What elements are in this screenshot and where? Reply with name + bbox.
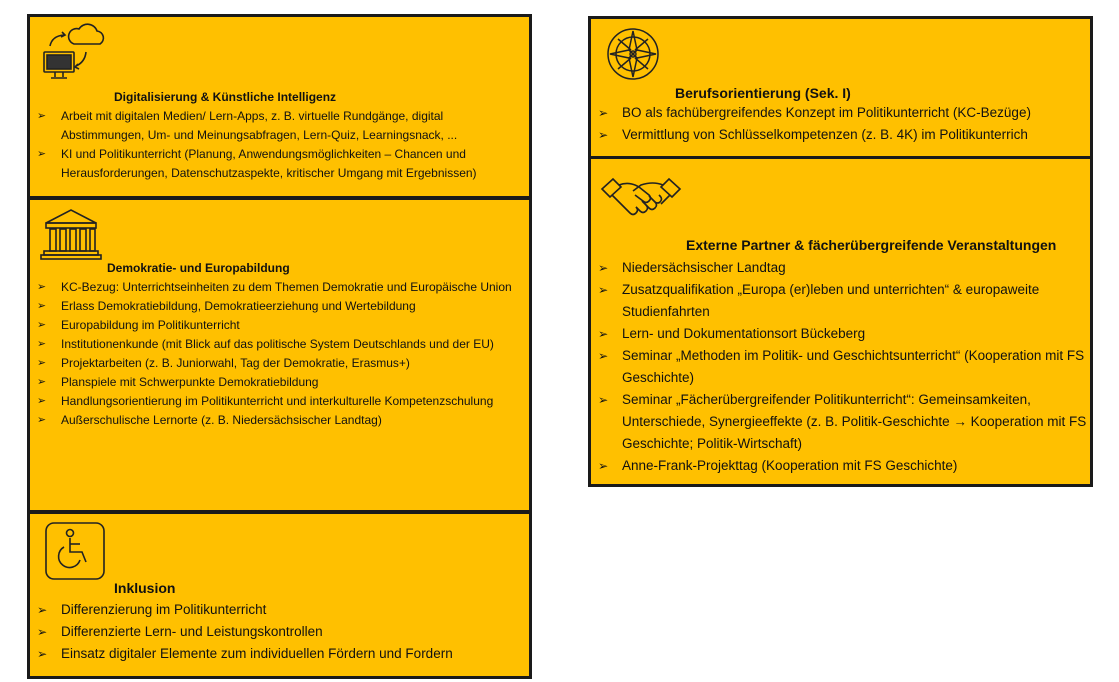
compass-icon (605, 26, 661, 87)
bullet-list (37, 278, 527, 430)
list-item: ➢ Differenzierte Lern- und Leistungskontrollen (37, 621, 527, 643)
card-title: Berufsorientierung (Sek. I) (675, 85, 851, 101)
list-item: ➢ Europabildung im Politikunterricht (37, 316, 527, 335)
card-digitalisierung (27, 14, 532, 199)
card-title: Externe Partner & fächerübergreifende Veranstaltungen (686, 237, 1057, 253)
card-title: Demokratie- und Europabildung (107, 261, 290, 275)
list-item: ➢ KI und Politikunterricht (Planung, Anwendungsmöglichkeiten – Chancen und Herausforderungen, Datenschutzaspekte, kritischer Umgang mit Ergebnissen) (37, 145, 527, 183)
list-item: ➢ Einsatz digitaler Elemente zum individuellen Fördern und Fordern (37, 643, 527, 665)
list-item: ➢ Erlass Demokratiebildung, Demokratieerziehung und Wertebildung (37, 297, 527, 316)
government-building-icon (38, 205, 104, 268)
bullet-list (37, 599, 527, 665)
list-item: ➢ Arbeit mit digitalen Medien/ Lern-Apps, z. B. virtuelle Rundgänge, digital Abstimmungen, Um- und Meinungsabfragen, Lern-Quiz, Learningsnack, ... (37, 107, 527, 145)
list-item: ➢ Anne-Frank-Projekttag (Kooperation mit FS Geschichte) (598, 455, 1088, 477)
wheelchair-icon (44, 521, 106, 586)
card-demokratie (27, 197, 532, 513)
card-berufsorientierung (588, 16, 1093, 159)
card-externe-partner (588, 156, 1093, 487)
list-item: ➢ Institutionenkunde (mit Blick auf das politische System Deutschlands und der EU) (37, 335, 527, 354)
card-title: Inklusion (114, 580, 176, 596)
list-item: ➢ Zusatzqualifikation „Europa (er)leben und unterrichten“ & europaweite Studienfahrten (598, 279, 1088, 323)
card-inklusion (27, 511, 532, 679)
list-item: ➢ Seminar „Fächerübergreifender Politikunterricht“: Gemeinsamkeiten, Unterschiede, Synergieeffekte (z. B. Politik-Geschichte → Kooperation mit FS Geschichte; Politik-Wirtschaft) (598, 389, 1088, 455)
list-item: ➢ Seminar „Methoden im Politik- und Geschichtsunterricht“ (Kooperation mit FS Geschichte) (598, 345, 1088, 389)
list-item: ➢ Projektarbeiten (z. B. Juniorwahl, Tag der Demokratie, Erasmus+) (37, 354, 527, 373)
bullet-list (598, 257, 1088, 477)
bullet-list (598, 102, 1088, 146)
handshake-icon (599, 175, 683, 234)
list-item: ➢ Handlungsorientierung im Politikunterricht und interkulturelle Kompetenzschulung (37, 392, 527, 411)
card-title: Digitalisierung & Künstliche Intelligenz (114, 90, 337, 104)
list-item: ➢ Differenzierung im Politikunterricht (37, 599, 527, 621)
list-item: ➢ Außerschulische Lernorte (z. B. Niedersächsischer Landtag) (37, 411, 527, 430)
list-item: ➢ KC-Bezug: Unterrichtseinheiten zu dem Themen Demokratie und Europäische Union (37, 278, 527, 297)
list-item: ➢ Vermittlung von Schlüsselkompetenzen (z. B. 4K) im Politikunterrich (598, 124, 1088, 146)
list-item: ➢ Lern- und Dokumentationsort Bückeberg (598, 323, 1088, 345)
bullet-list (37, 107, 527, 183)
list-item: ➢ Planspiele mit Schwerpunkte Demokratiebildung (37, 373, 527, 392)
cloud-computer-icon (38, 22, 110, 89)
list-item: ➢ BO als fachübergreifendes Konzept im Politikunterricht (KC-Bezüge) (598, 102, 1088, 124)
list-item: ➢ Niedersächsischer Landtag (598, 257, 1088, 279)
